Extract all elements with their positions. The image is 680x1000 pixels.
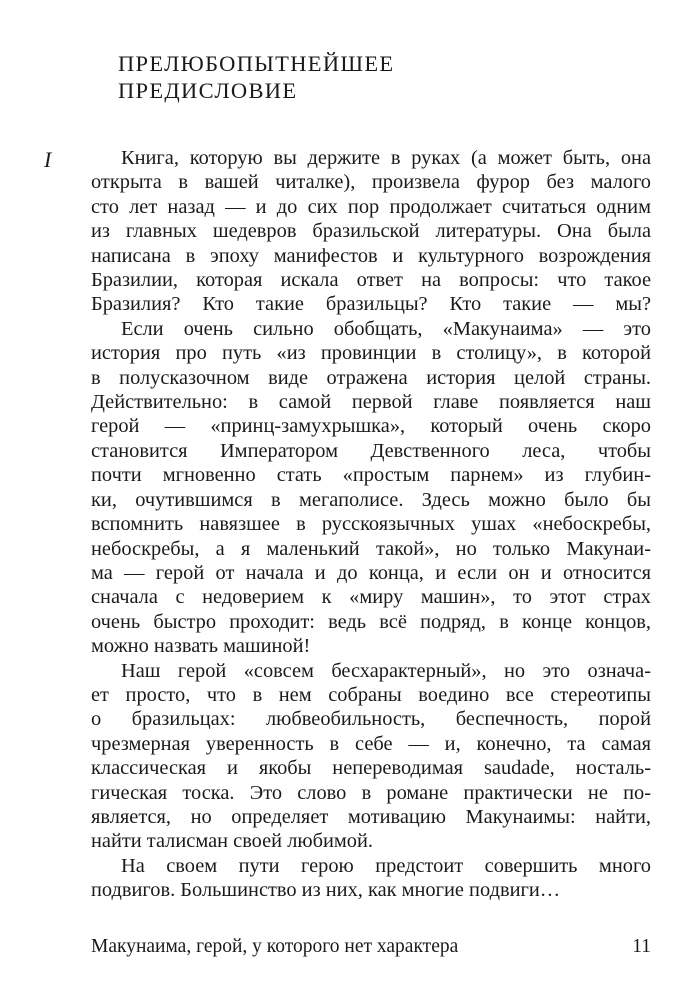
heading-line-1: ПРЕЛЮБОПЫТНЕЙШЕЕ [118, 51, 395, 76]
section-marker: I [44, 147, 52, 172]
text-line: сначала с недоверием к «миру машин», то этот страх [91, 586, 651, 609]
text-line: можно назвать машиной! [91, 635, 311, 658]
text-line: открыта в вашей читалке), произвела фурор без малого [91, 171, 651, 194]
text-line: почти мгновенно стать «простым парнем» из глубин- [91, 464, 651, 487]
heading-line-2: ПРЕДИСЛОВИЕ [118, 78, 298, 103]
text-line: классическая и якобы непереводимая saudade, носталь- [91, 757, 651, 780]
text-line: история про путь «из провинции в столицу», в которой [91, 342, 651, 365]
text-line: вспомнить навязшее в русскоязычных ушах «небоскребы, [91, 513, 651, 536]
text-line: Действительно: в самой первой главе появляется наш [91, 391, 651, 414]
text-line: ма — герой от начала и до конца, и если он и относится [91, 561, 651, 584]
text-line: Бразилия? Кто такие бразильцы? Кто такие — мы? [91, 293, 651, 316]
text-line: написана в эпоху манифестов и культурного возрождения [91, 244, 651, 267]
chapter-heading [118, 50, 394, 104]
text-line: герой — «принц-замухрышка», который очень скоро [91, 415, 651, 438]
text-line: чрезмерная уверенность в себе — и, конечно, та самая [91, 732, 651, 755]
text-line: подвигов. Большинство из них, как многие подвиги… [91, 879, 561, 902]
text-line: в полусказочном виде отражена история целой страны. [91, 366, 651, 389]
text-line: ки, очутившимся в мегаполисе. Здесь можно было бы [91, 488, 651, 511]
text-line: Наш герой «совсем бесхарактерный», но это означа- [121, 659, 651, 682]
text-line: ет просто, что в нем собраны воедино все стереотипы [91, 683, 651, 706]
text-line: гическая тоска. Это слово в романе практически не по- [91, 781, 651, 804]
text-line: На своем пути герою предстоит совершить много [121, 854, 651, 877]
text-line: Бразилии, которая искала ответ на вопросы: что такое [91, 269, 651, 292]
page-footer [91, 935, 651, 959]
text-line: становится Императором Девственного леса, чтобы [91, 439, 651, 462]
text-line: из главных шедевров бразильской литературы. Она была [91, 220, 651, 243]
running-title: Макунаима, герой, у которого нет характера [91, 936, 459, 957]
text-line: о бразильцах: любвеобильность, беспечность, порой [91, 708, 651, 731]
body-text [91, 146, 651, 903]
text-line: Если очень сильно обобщать, «Макунаима» — это [121, 317, 651, 340]
text-line: найти талисман своей любимой. [91, 830, 373, 853]
text-line: является, но определяет мотивацию Макунаимы: найти, [91, 805, 651, 828]
text-line: небоскребы, а я маленький такой», но только Макунаи- [91, 537, 651, 560]
page-number: 11 [632, 936, 651, 957]
text-line: очень быстро проходит: ведь всё подряд, в конце концов, [91, 610, 651, 633]
text-line: Книга, которую вы держите в руках (а может быть, она [121, 147, 651, 169]
text-line: сто лет назад — и до сих пор продолжает считаться одним [91, 195, 651, 218]
